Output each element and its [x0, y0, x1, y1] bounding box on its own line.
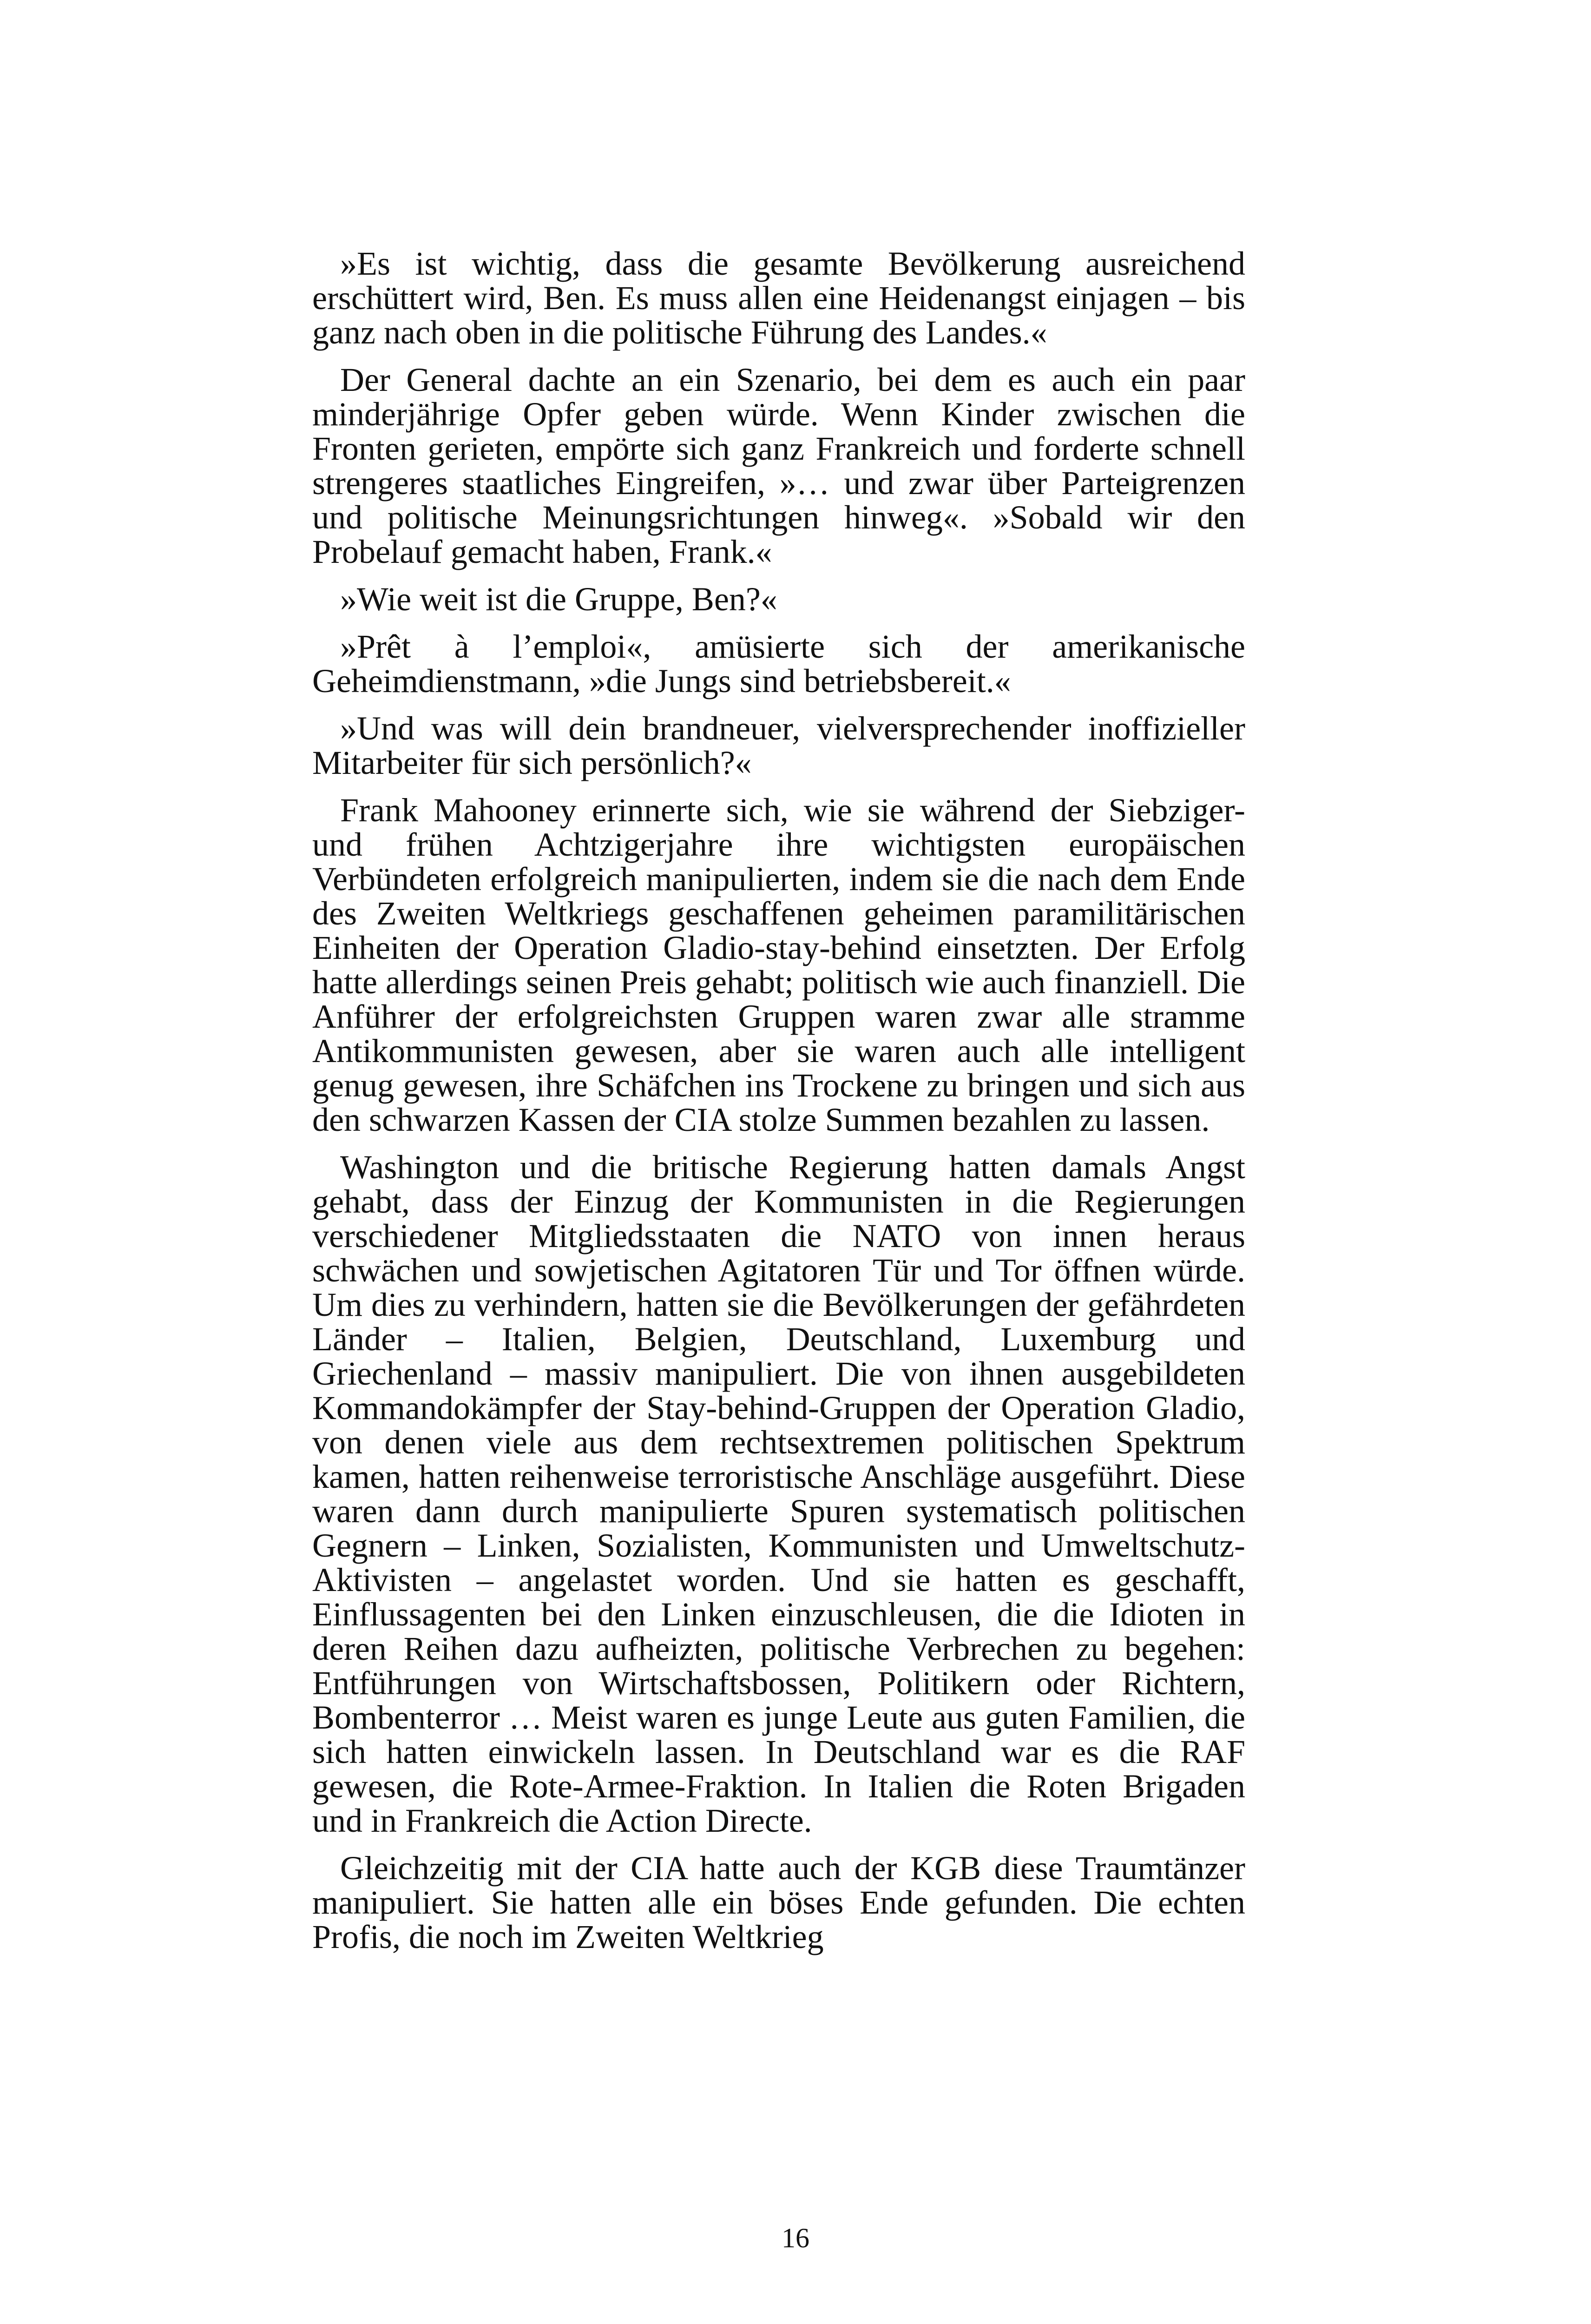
page-number: 16 [782, 2223, 809, 2253]
paragraph: »Prêt à l’emploi«, amüsierte sich der amerikanische Geheimdienstmann, »die Jungs sind betriebsbereit.« [312, 628, 1245, 700]
paragraph: Washington und die britische Regierung hatten damals Angst gehabt, dass der Einzug der Kommunisten in die Regierungen verschiedener Mitgliedsstaaten die NATO von innen heraus schwächen und sowjetischen Agitatoren Tür und Tor öffnen würde. Um dies zu verhindern, hatten sie die Bevölkerungen der gefährdeten Länder – Italien, Belgien, Deutschland, Luxemburg und Griechenland – massiv manipuliert. Die von ihnen ausgebildeten Kommandokämpfer der Stay-behind-Gruppen der Operation Gladio, von denen viele aus dem rechtsextremen politischen Spektrum kamen, hatten reihenweise terroristische Anschläge ausgeführt. Diese waren dann durch manipulierte Spuren systematisch politischen Gegnern – Linken, Sozialisten, Kommunisten und Umweltschutz-Aktivisten – angelastet worden. Und sie hatten es geschafft, Einflussagenten bei den Linken einzuschleusen, die die Idioten in deren Reihen dazu aufheizten, politische Verbrechen zu begehen: Entführungen von Wirtschaftsbossen, Politikern oder Richtern, Bombenterror … Meist waren es junge Leute aus guten Familien, die sich hatten einwickeln lassen. In Deutschland war es die RAF gewesen, die Rote-Armee-Fraktion. In Italien die Roten Brigaden und in Frankreich die Action Directe. [312, 1149, 1245, 1839]
paragraph: »Wie weit ist die Gruppe, Ben?« [340, 581, 777, 618]
body-text [312, 246, 1245, 1967]
paragraph: »Und was will dein brandneuer, vielversprechender inoffizieller Mitarbeiter für sich persönlich?« [312, 710, 1245, 781]
paragraph: Der General dachte an ein Szenario, bei dem es auch ein paar minderjährige Opfer geben würde. Wenn Kinder zwischen die Fronten gerieten, empörte sich ganz Frankreich und forderte schnell strengeres staatliches Eingreifen, »… und zwar über Parteigrenzen und politische Meinungsrichtungen hinweg«. »Sobald wir den Probelauf gemacht haben, Frank.« [312, 361, 1245, 570]
paragraph: Gleichzeitig mit der CIA hatte auch der KGB diese Traumtänzer manipuliert. Sie hatten alle ein böses Ende gefunden. Die echten Profis, die noch im Zweiten Weltkrieg [312, 1849, 1245, 1955]
paragraph: »Es ist wichtig, dass die gesamte Bevölkerung ausreichend erschüttert wird, Ben. Es muss allen eine Heidenangst einjagen – bis ganz nach oben in die politische Führung des Landes.« [312, 245, 1245, 351]
paragraph: Frank Mahooney erinnerte sich, wie sie während der Siebziger- und frühen Achtzigerjahre ihre wichtigsten europäischen Verbündeten erfolgreich manipulierten, indem sie die nach dem Ende des Zweiten Weltkriegs geschaffenen geheimen paramilitärischen Einheiten der Operation Gladio-stay-behind einsetzten. Der Erfolg hatte allerdings seinen Preis gehabt; politisch wie auch finanziell. Die Anführer der erfolgreichsten Gruppen waren zwar alle stramme Antikommunisten gewesen, aber sie waren auch alle intelligent genug gewesen, ihre Schäfchen ins Trockene zu bringen und sich aus den schwarzen Kassen der CIA stolze Summen bezahlen zu lassen. [312, 792, 1245, 1138]
